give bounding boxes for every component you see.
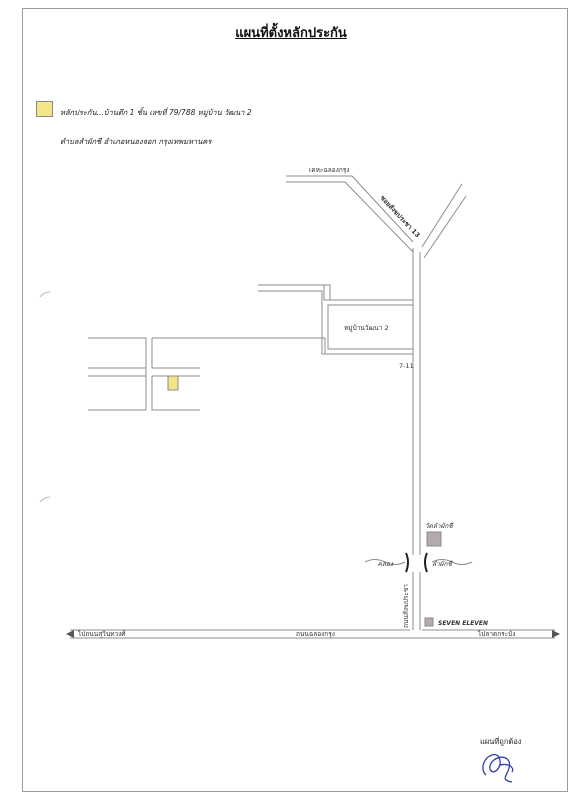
collateral-location-marker bbox=[168, 376, 178, 390]
soi-sangkhaprachha-13-label: ซอยสังฆประชา 13 bbox=[378, 193, 422, 240]
lane-west-4 bbox=[88, 376, 146, 410]
lane-west-1 bbox=[88, 338, 146, 368]
temple-label: วัดลำผักชี bbox=[425, 522, 453, 530]
seven-eleven-marker bbox=[425, 618, 433, 626]
lane-west-3 bbox=[152, 338, 200, 368]
right-direction-label: ไปลาดกระบัง bbox=[478, 630, 516, 638]
village-label: หมู่บ้านวัฒนา 2 bbox=[344, 324, 389, 332]
arrow-left-icon bbox=[66, 630, 74, 638]
canal-left-label: คลอง bbox=[377, 560, 393, 568]
road-kheha-label: เคหะฉลองกรุง bbox=[309, 166, 350, 174]
collateral-description: หลักประกัน...บ้านตึก 1 ชั้น เลขที่ 79/788 หมู่บ้าน วัฒนา 2 bbox=[60, 108, 252, 117]
left-direction-label: ไปถนนสุวินทวงศ์ bbox=[78, 630, 126, 638]
collateral-location: ตำบลลำผักชี อำเภอหนองจอก กรุงเทพมหานคร bbox=[60, 137, 212, 146]
lane-connector-top bbox=[200, 338, 325, 354]
road-upper-right-branch bbox=[422, 184, 462, 247]
road-upper-right-branch-edge bbox=[424, 196, 466, 258]
road-kheha-chalong-krung-edge bbox=[286, 182, 413, 252]
bridge-bracket-right-icon bbox=[425, 553, 427, 572]
arrow-right-icon bbox=[552, 630, 560, 638]
signature-scribble bbox=[483, 755, 513, 782]
signature-caption: แผนที่ถูกต้อง bbox=[480, 737, 522, 746]
village-block-upper bbox=[258, 285, 330, 300]
main-road-label: ถนนฉลองกรุง bbox=[296, 630, 335, 638]
seven-eleven-label: SEVEN ELEVEN bbox=[438, 620, 489, 627]
vertical-road-label: ถนนสังฆประชา bbox=[402, 584, 410, 628]
page-title: แผนที่ตั้งหลักประกัน bbox=[235, 26, 347, 41]
canal-right-label: ลำผักชี bbox=[432, 560, 452, 568]
village-road-top bbox=[330, 287, 413, 300]
temple-wat-lam-phak-chi-marker bbox=[427, 532, 441, 546]
scan-mark-2 bbox=[40, 497, 50, 502]
bridge-bracket-left-icon bbox=[406, 553, 408, 572]
store-711-label: 7-11 bbox=[399, 362, 414, 370]
scan-mark-1 bbox=[40, 292, 50, 297]
